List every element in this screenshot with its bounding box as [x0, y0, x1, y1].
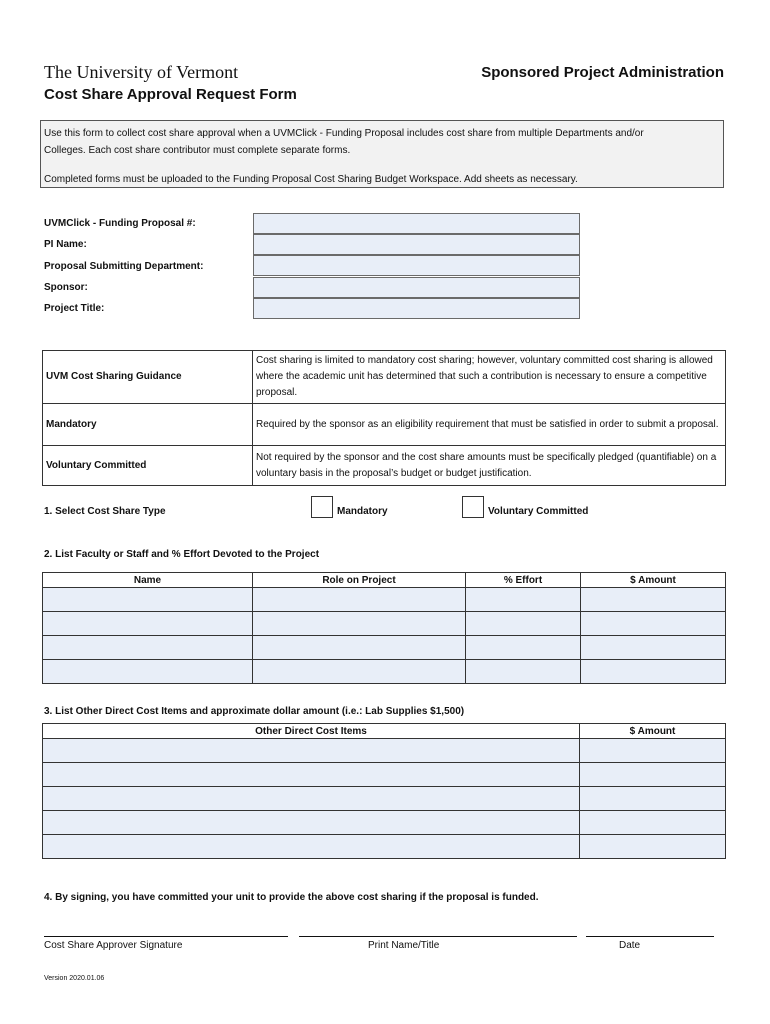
name-cell[interactable] — [43, 612, 253, 636]
effort-cell[interactable] — [466, 660, 581, 684]
print-name-line[interactable] — [299, 936, 577, 937]
voluntary-option-label: Voluntary Committed — [488, 506, 589, 517]
col-name-header: Name — [43, 573, 253, 588]
amount-cell[interactable] — [581, 636, 726, 660]
guidance-term: Voluntary Committed — [43, 446, 253, 486]
guidance-text: Required by the sponsor as an eligibility requirement that must be satisfied in order to submit a proposal. — [253, 404, 726, 446]
signature-caption: Cost Share Approver Signature — [44, 940, 183, 951]
role-cell[interactable] — [253, 636, 466, 660]
university-name: The University of Vermont — [44, 62, 239, 82]
instructions-box — [40, 120, 724, 188]
table-row — [43, 835, 726, 859]
name-cell[interactable] — [43, 660, 253, 684]
form-title: Cost Share Approval Request Form — [44, 86, 297, 103]
item-cell[interactable] — [43, 835, 580, 859]
amount-cell[interactable] — [580, 763, 726, 787]
table-row — [43, 636, 726, 660]
role-cell[interactable] — [253, 612, 466, 636]
proposal-number-label: UVMClick - Funding Proposal #: — [44, 218, 196, 229]
guidance-row — [43, 351, 726, 404]
name-cell[interactable] — [43, 636, 253, 660]
section3-label: 3. List Other Direct Cost Items and approximate dollar amount (i.e.: Lab Supplies $1,500) — [44, 706, 465, 717]
mandatory-checkbox[interactable] — [311, 496, 333, 518]
amount-cell[interactable] — [580, 739, 726, 763]
table-row — [43, 660, 726, 684]
section4-label: 4. By signing, you have committed your unit to provide the above cost sharing if the proposal is funded. — [44, 892, 539, 903]
amount-cell[interactable] — [581, 660, 726, 684]
col-effort-header: % Effort — [466, 573, 581, 588]
effort-table — [42, 572, 726, 684]
item-cell[interactable] — [43, 787, 580, 811]
date-caption: Date — [619, 940, 641, 951]
guidance-term: Mandatory — [43, 404, 253, 446]
table-row — [43, 588, 726, 612]
col-items-header: Other Direct Cost Items — [43, 724, 580, 739]
effort-cell[interactable] — [466, 636, 581, 660]
sponsor-field[interactable] — [253, 277, 580, 298]
col-role-header: Role on Project — [253, 573, 466, 588]
amount-cell[interactable] — [580, 787, 726, 811]
voluntary-checkbox[interactable] — [462, 496, 484, 518]
date-line[interactable] — [586, 936, 714, 937]
guidance-table — [42, 350, 726, 486]
guidance-text: Not required by the sponsor and the cost share amounts must be specifically pledged (quantifiable) on a voluntary basis in the proposal’s budget or budget justification. — [253, 446, 726, 486]
amount-cell[interactable] — [581, 588, 726, 612]
department-label: Proposal Submitting Department: — [44, 261, 204, 272]
direct-cost-table — [42, 723, 726, 859]
project-title-field[interactable] — [253, 298, 580, 319]
print-name-caption: Print Name/Title — [368, 940, 440, 951]
section2-label: 2. List Faculty or Staff and % Effort Devoted to the Project — [44, 549, 320, 560]
table-row — [43, 739, 726, 763]
version-label: Version 2020.01.06 — [44, 975, 105, 982]
department-field[interactable] — [253, 255, 580, 276]
role-cell[interactable] — [253, 660, 466, 684]
table-row — [43, 811, 726, 835]
col-amount-header: $ Amount — [581, 573, 726, 588]
item-cell[interactable] — [43, 739, 580, 763]
role-cell[interactable] — [253, 588, 466, 612]
guidance-row — [43, 404, 726, 446]
effort-cell[interactable] — [466, 612, 581, 636]
amount-cell[interactable] — [581, 612, 726, 636]
mandatory-option-label: Mandatory — [337, 506, 388, 517]
office-name: Sponsored Project Administration — [481, 64, 724, 81]
name-cell[interactable] — [43, 588, 253, 612]
pi-name-field[interactable] — [253, 234, 580, 255]
sponsor-label: Sponsor: — [44, 282, 88, 293]
table-header-row — [43, 573, 726, 588]
effort-cell[interactable] — [466, 588, 581, 612]
table-row — [43, 763, 726, 787]
item-cell[interactable] — [43, 811, 580, 835]
table-header-row — [43, 724, 726, 739]
instructions-line-1: Use this form to collect cost share approval when a UVMClick - Funding Proposal includes cost share from multiple Departments and/or — [44, 128, 644, 139]
instructions-line-3: Completed forms must be uploaded to the Funding Proposal Cost Sharing Budget Workspace. Add sheets as necessary. — [44, 174, 578, 185]
section1-label: 1. Select Cost Share Type — [44, 506, 166, 517]
table-row — [43, 787, 726, 811]
proposal-number-field[interactable] — [253, 213, 580, 234]
guidance-row — [43, 446, 726, 486]
col-amount-header: $ Amount — [580, 724, 726, 739]
table-row — [43, 612, 726, 636]
signature-line[interactable] — [44, 936, 288, 937]
guidance-term: UVM Cost Sharing Guidance — [43, 351, 253, 404]
amount-cell[interactable] — [580, 835, 726, 859]
guidance-text: Cost sharing is limited to mandatory cost sharing; however, voluntary committed cost sharing is allowed where the academic unit has determined that such a contribution is necessary to ensure a competitive proposal. — [253, 351, 726, 404]
instructions-line-2: Colleges. Each cost share contributor must complete separate forms. — [44, 145, 351, 156]
project-title-label: Project Title: — [44, 303, 105, 314]
amount-cell[interactable] — [580, 811, 726, 835]
pi-name-label: PI Name: — [44, 239, 87, 250]
item-cell[interactable] — [43, 763, 580, 787]
